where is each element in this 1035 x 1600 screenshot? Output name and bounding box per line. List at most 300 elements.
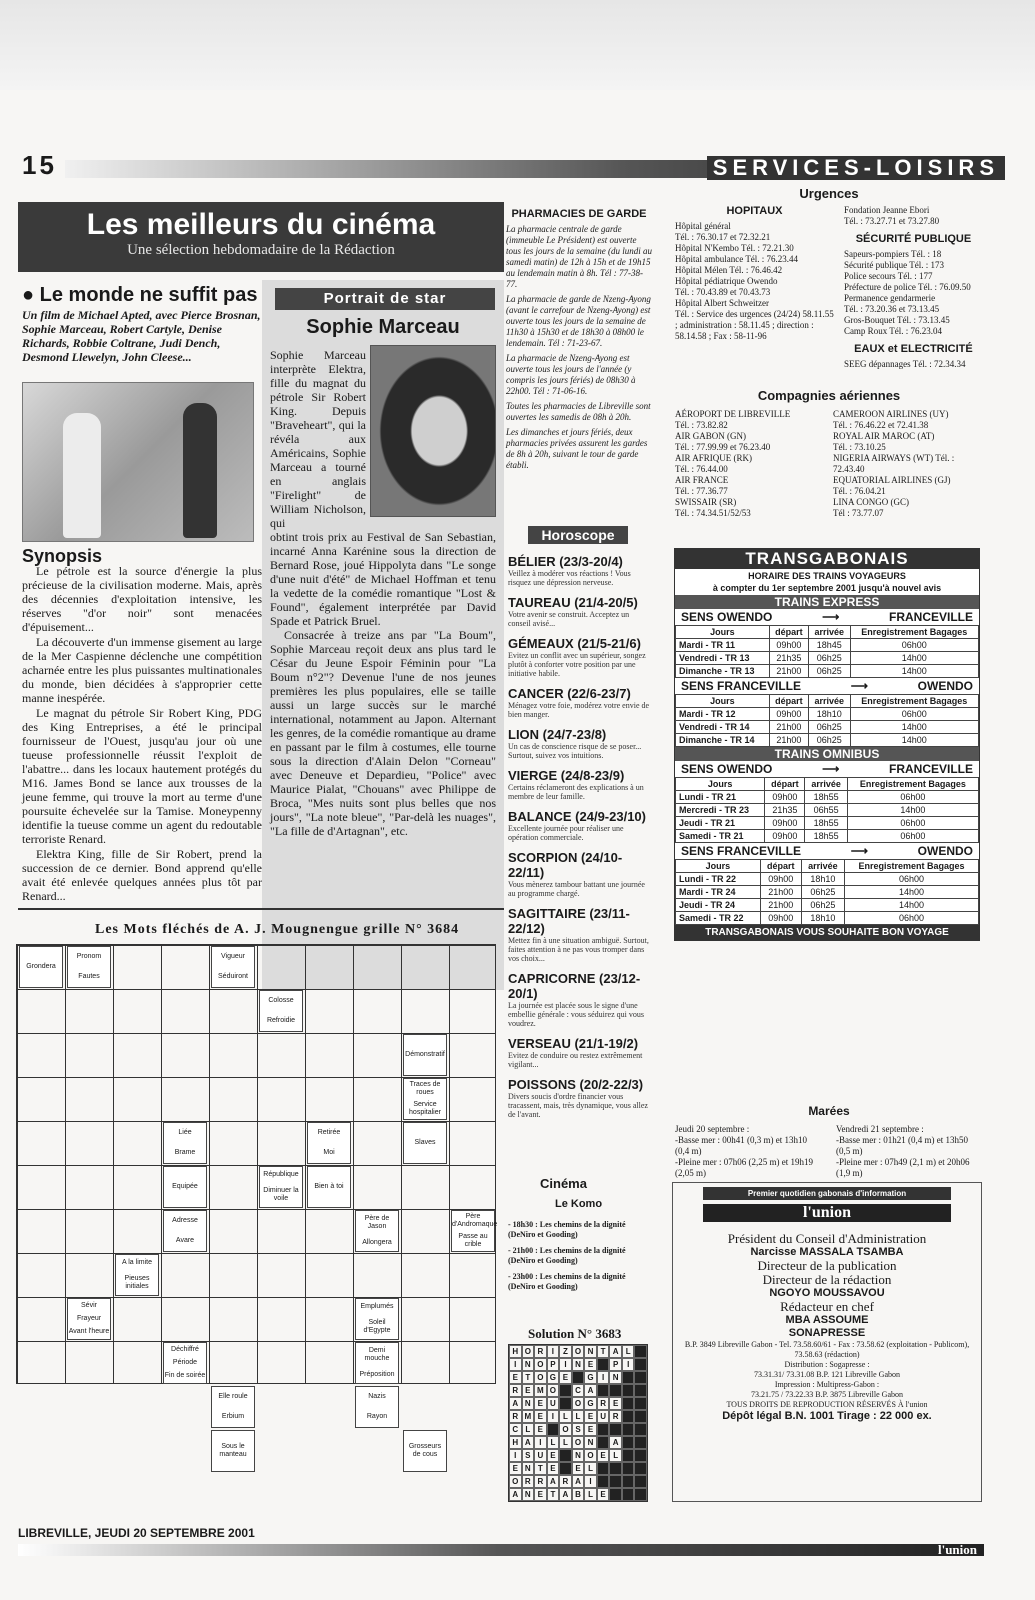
airline-line: NIGERIA AIRWAYS (WT) Tél. : 72.43.40 bbox=[833, 453, 955, 474]
horoscope-sign: VIERGE (24/8-23/9) bbox=[508, 768, 625, 783]
airline-line: AIR GABON (GN) bbox=[675, 431, 746, 441]
clue-text: Démonstratif bbox=[405, 1051, 445, 1058]
masthead-line: 73.31.31/ 73.31.08 B.P. 121 Libreville Gabon bbox=[754, 1370, 900, 1379]
masthead-line: Rédacteur en chef bbox=[780, 1299, 874, 1314]
omnibus-heading: TRAINS OMNIBUS bbox=[675, 747, 979, 761]
solution-cell: O bbox=[509, 1475, 522, 1488]
pharmacy-item: La pharmacie centrale de garde (immeuble Le Président) est ouverte tous les jours de la semaine (du lundi au samedi matin) de 12h à 15h et de 19h15 au lendemain matin à 8h. Tél : 77-38-77. bbox=[506, 224, 652, 289]
timetable-row bbox=[676, 830, 979, 843]
timetable-row bbox=[676, 817, 979, 830]
timetable-cell: 06h25 bbox=[801, 886, 844, 899]
timetable-cell: 18h10 bbox=[801, 912, 844, 925]
timetable-row bbox=[676, 652, 979, 665]
solution-cell bbox=[634, 1436, 647, 1449]
cinema-subtitle: Une sélection hebdomadaire de la Rédaction bbox=[127, 242, 395, 258]
urgences-section bbox=[675, 186, 983, 370]
masthead-line: SONAPRESSE bbox=[788, 1327, 866, 1339]
crossword-clue-cell bbox=[163, 1342, 207, 1384]
timetable-cell: 06h00 bbox=[847, 791, 978, 804]
timetable-cell: 18h10 bbox=[809, 708, 851, 721]
airline-line: AIR AFRIQUE (RK) bbox=[675, 453, 753, 463]
clue-text: Fautes bbox=[78, 973, 100, 980]
solution-cell: Z bbox=[559, 1345, 572, 1358]
timetable-cell: 06h25 bbox=[801, 899, 844, 912]
masthead-line: TOUS DROITS DE REPRODUCTION RÉSERVÉS À l'union bbox=[726, 1400, 928, 1409]
crossword-clue-cell bbox=[355, 1298, 399, 1340]
clue-text: Soleil d'Egypte bbox=[363, 1319, 391, 1334]
timetable-header: départ bbox=[769, 695, 808, 708]
timetable-row bbox=[676, 899, 979, 912]
hopital-line: Tél. : 76.30.17 et 72.32.21 bbox=[675, 232, 771, 242]
clue-text: Refroidie bbox=[266, 1017, 295, 1024]
timetable-cell: 18h55 bbox=[805, 830, 847, 843]
solution-cell bbox=[597, 1462, 610, 1475]
solution-cell: O bbox=[572, 1397, 585, 1410]
crossword-clue-cell bbox=[67, 1298, 111, 1340]
crossword-clue-cell bbox=[403, 1034, 447, 1076]
solution-cell: E bbox=[559, 1371, 572, 1384]
maree-line: -Pleine mer : 07h06 (2,25 m) et 19h19 (2,05 m) bbox=[675, 1157, 813, 1178]
clue-text: Séduiront bbox=[218, 973, 248, 980]
timetable-cell: 06h25 bbox=[809, 652, 851, 665]
solution-cell: C bbox=[572, 1384, 585, 1397]
solution-cell: N bbox=[572, 1358, 585, 1371]
crossword-clue-cell bbox=[259, 1166, 303, 1208]
film-title: ● Le monde ne suffit pas bbox=[22, 284, 258, 306]
hopitaux-heading: HOPITAUX bbox=[726, 205, 783, 217]
clue-text: A la limite bbox=[122, 1259, 152, 1266]
securite-line: Sapeurs-pompiers Tél. : 18 bbox=[843, 249, 942, 259]
timetable-cell: 18h55 bbox=[805, 791, 847, 804]
timetable-row bbox=[676, 804, 979, 817]
clue-text: Période bbox=[172, 1358, 198, 1366]
urgences-heading: Urgences bbox=[799, 186, 859, 201]
clue-text: Bien à toi bbox=[314, 1183, 344, 1190]
solution-cell: I bbox=[622, 1358, 635, 1371]
airline-line: SWISSAIR (SR) bbox=[675, 497, 737, 507]
solution-cell bbox=[559, 1462, 572, 1475]
timetable-cell: 21h35 bbox=[769, 652, 808, 665]
solution-cell bbox=[634, 1345, 647, 1358]
horoscope-text: Un cas de conscience risque de se poser... Surtout, suivez vos intuitions. bbox=[508, 742, 642, 760]
airline-line: AÉROPORT DE LIBREVILLE bbox=[675, 409, 791, 419]
solution-cell bbox=[634, 1462, 647, 1475]
solution-cell: N bbox=[522, 1462, 535, 1475]
crossword-grid[interactable] bbox=[16, 944, 498, 1458]
timetable-cell: 06h00 bbox=[847, 817, 978, 830]
marees-section bbox=[675, 1104, 983, 1179]
securite-line: Sécurité publique Tél. : 173 bbox=[843, 260, 945, 270]
solution-cell: N bbox=[609, 1371, 622, 1384]
clue-text: Vigueur bbox=[220, 953, 245, 960]
solution-cell bbox=[609, 1488, 622, 1501]
horoscope-list bbox=[508, 546, 650, 1119]
solution-cell bbox=[622, 1423, 635, 1436]
solution-cell: O bbox=[534, 1371, 547, 1384]
timetable-cell: 06h00 bbox=[844, 912, 978, 925]
horoscope-text: Votre avenir se construit. Acceptez un conseil avisé... bbox=[508, 610, 630, 628]
timetable-cell: 14h00 bbox=[850, 652, 979, 665]
cinema-listing-heading: Cinéma bbox=[540, 1176, 587, 1191]
solution-cell bbox=[609, 1475, 622, 1488]
solution-cell: E bbox=[534, 1423, 547, 1436]
pharmacy-item: La pharmacie de Nzeng-Ayong est ouverte tous les jours de l'année (y compris les jours fériés) de 08h30 à 22h00. Tél : 71-06-16. bbox=[506, 353, 636, 396]
timetable-row bbox=[676, 665, 979, 678]
timetable-header: Enregistrement Bagages bbox=[844, 860, 978, 873]
clue-text: Equipée bbox=[172, 1183, 198, 1190]
timetable-header: départ bbox=[769, 626, 808, 639]
airline-line: Tél. : 73.10.25 bbox=[833, 442, 886, 452]
crossword-clue-cell bbox=[307, 1166, 351, 1208]
solution-cell: A bbox=[584, 1384, 597, 1397]
solution-cell: E bbox=[547, 1449, 560, 1462]
solution-cell: M bbox=[522, 1410, 535, 1423]
timetable-cell: Mardi - TR 24 bbox=[676, 886, 761, 899]
solution-cell: R bbox=[534, 1475, 547, 1488]
horoscope-sign: CANCER (22/6-23/7) bbox=[508, 686, 631, 701]
airline-line: Tél. : 76.46.22 et 72.41.38 bbox=[833, 420, 929, 430]
timetable-cell: 09h00 bbox=[769, 708, 808, 721]
solution-cell bbox=[597, 1384, 610, 1397]
timetable-cell: Dimanche - TR 14 bbox=[676, 734, 770, 747]
securite-line: Gros-Bouquet Tél. : 73.13.45 bbox=[843, 315, 950, 325]
hopital-line: Hôpital Mélen Tél. : 76.46.42 bbox=[675, 265, 783, 275]
cinema-header bbox=[18, 202, 504, 272]
horoscope-sign: POISSONS (20/2-22/3) bbox=[508, 1077, 644, 1092]
timetable-cell: 06h00 bbox=[844, 873, 978, 886]
solution-grid bbox=[508, 1344, 648, 1502]
airline-line: Tél. : 76.04.21 bbox=[833, 486, 886, 496]
horoscope-text: Certains réclameront des explications à un membre de leur famille. bbox=[508, 783, 644, 801]
express-out-table bbox=[675, 625, 979, 678]
timetable-cell: 21h00 bbox=[769, 665, 808, 678]
solution-heading: Solution N° 3683 bbox=[528, 1326, 622, 1341]
horoscope-sign: LION (24/7-23/8) bbox=[508, 727, 607, 742]
timetable-row bbox=[676, 639, 979, 652]
maree-line: Jeudi 20 septembre : bbox=[675, 1124, 750, 1134]
timetable-row bbox=[676, 708, 979, 721]
pharmacy-item: Toutes les pharmacies de Libreville sont ouvertes les samedis de 08h à 20h. bbox=[506, 401, 651, 422]
solution-cell: L bbox=[522, 1423, 535, 1436]
solution-cell bbox=[609, 1384, 622, 1397]
airlines-heading: Compagnies aériennes bbox=[757, 388, 901, 403]
timetable-cell: 18h45 bbox=[809, 639, 851, 652]
horoscope-sign: GÉMEAUX (21/5-21/6) bbox=[508, 636, 641, 651]
timetable-cell: 21h35 bbox=[765, 804, 805, 817]
masthead-line: Directeur de la rédaction bbox=[762, 1272, 892, 1287]
crossword-clue-cell bbox=[355, 1386, 399, 1428]
solution-cell bbox=[622, 1410, 635, 1423]
solution-cell: T bbox=[597, 1345, 610, 1358]
horoscope-text: Mettez fin à une situation ambiguë. Surtout, faites attention à ne pas vous tromper dans vos choix... bbox=[508, 936, 649, 963]
solution-cell bbox=[597, 1358, 610, 1371]
timetable-cell: 06h00 bbox=[847, 830, 978, 843]
crossword-clue-cell bbox=[403, 1078, 447, 1120]
union-logo: l'union bbox=[703, 1204, 951, 1222]
clue-text: Pieuses initiales bbox=[124, 1275, 150, 1290]
hopital-line: Hôpital Albert Schweitzer bbox=[675, 298, 769, 308]
airline-line: Tél. : 74.34.51/52/53 bbox=[675, 508, 751, 518]
section-title: SERVICES-LOISIRS bbox=[707, 156, 1005, 180]
solution-cell bbox=[559, 1449, 572, 1462]
solution-cell: E bbox=[597, 1488, 610, 1501]
hopital-line: Tél. : Service des urgences (24/24) 58.11.55 ; administration : 58.11.45 ; direction : 58.14.58 ; Fax : 58-11-96 bbox=[675, 309, 834, 341]
horoscope-text: Excellente journée pour réaliser une opération commerciale. bbox=[508, 824, 624, 842]
solution-cell bbox=[634, 1449, 647, 1462]
solution-cell: I bbox=[534, 1436, 547, 1449]
timetable-cell: Samedi - TR 22 bbox=[676, 912, 761, 925]
solution-cell: I bbox=[509, 1449, 522, 1462]
timetable-cell: Lundi - TR 21 bbox=[676, 791, 765, 804]
solution-cell: G bbox=[584, 1371, 597, 1384]
clue-text: Traces de roues bbox=[409, 1081, 441, 1096]
crossword-clue-cell bbox=[355, 1210, 399, 1252]
airline-line: EQUATORIAL AIRLINES (GJ) bbox=[833, 475, 951, 485]
solution-cell: L bbox=[609, 1449, 622, 1462]
airline-line: Tél. : 73.82.82 bbox=[675, 420, 728, 430]
timetable-header: départ bbox=[760, 860, 801, 873]
solution-cell: L bbox=[584, 1462, 597, 1475]
solution-cell: O bbox=[522, 1345, 535, 1358]
synopsis-text: Le pétrole est la source d'énergie la plus précieuse de la civilisation moderne. Mais, après des décennies d'exploitation intensive, les réserves "d'or noir" sont menacées d'épuisement... La découverte d'un immense gisement au large de la Mer Caspienne déclenche une compétition acharnée entre les plus puissantes multinationales du monde, bien décidées à s'approprier cette manne inespérée. Le magnat du pétrole Sir Robert King, PDG des King Entreprises, a été le principal fournisseur de l'Ouest, jusqu'au jour où une tueuse professionnelle réussit l'exploit de l'abattre... dans les locaux hautement protégés du M16. James Bond se lance aux trousses de la jeune femme, qui trouve la mort au terme d'une poursuite échevelée sur la Tamise. Moneypenny identifie la tueuse comme un agent du redoutable terroriste Renard. Elektra King, fille de Sir Robert, prend la succession de ce dernier. Bond apprend qu'elle avait été enlevée quelques années plus tôt par Renard... bbox=[22, 564, 262, 903]
maree-line: -Basse mer : 01h21 (0,4 m) et 13h50 (0,5 m) bbox=[836, 1135, 968, 1156]
solution-cell: G bbox=[584, 1397, 597, 1410]
solution-cell: N bbox=[522, 1488, 535, 1501]
masthead-line: MBA ASSOUME bbox=[785, 1314, 869, 1326]
masthead-line: Distribution : Sogapresse : bbox=[784, 1360, 870, 1369]
airline-line: ROYAL AIR MAROC (AT) bbox=[833, 431, 935, 441]
timetable-header: arrivée bbox=[809, 626, 851, 639]
solution-cell: I bbox=[584, 1475, 597, 1488]
horoscope-sign: VERSEAU (21/1-19/2) bbox=[508, 1036, 639, 1051]
pharmacies-heading: PHARMACIES DE GARDE bbox=[511, 208, 647, 220]
timetable-cell: 21h00 bbox=[769, 734, 808, 747]
solution-cell: A bbox=[522, 1436, 535, 1449]
solution-cell: E bbox=[547, 1462, 560, 1475]
trains-title: TRANSGABONAIS bbox=[675, 549, 979, 569]
hopital-line: Hôpital général bbox=[675, 221, 731, 231]
securite-line: Police secours Tél. : 177 bbox=[843, 271, 933, 281]
securite-line: Camp Roux Tél. : 76.23.04 bbox=[843, 326, 943, 336]
timetable-cell: Vendredi - TR 13 bbox=[676, 652, 770, 665]
pharmacy-item: La pharmacie de garde de Nzeng-Ayong (avant le carrefour de Nzeng-Ayong) est ouverte tous les jours de la semaine de 11h30 à 15h30 et de 18h30 à 08h00 le lendemain. Tél : 71-23-67. bbox=[506, 294, 651, 348]
crossword-clue-cell bbox=[163, 1166, 207, 1208]
solution-cell bbox=[622, 1449, 635, 1462]
timetable-cell: 09h00 bbox=[760, 912, 801, 925]
footer-logo: l'union bbox=[937, 1542, 977, 1557]
clue-text: Fin de soirée bbox=[164, 1372, 206, 1380]
solution-cell bbox=[622, 1462, 635, 1475]
horoscope-text: Ménagez votre foie, modérez votre envie de bien manger. bbox=[508, 701, 650, 719]
footer-rule bbox=[18, 1544, 984, 1556]
securite-heading: SÉCURITÉ PUBLIQUE bbox=[855, 233, 972, 245]
solution-cell: U bbox=[547, 1397, 560, 1410]
cinema-title: Les meilleurs du cinéma bbox=[86, 208, 436, 241]
timetable-cell: 14h00 bbox=[850, 665, 979, 678]
clue-text: Brame bbox=[174, 1149, 196, 1156]
crossword-clue-cell bbox=[163, 1210, 207, 1252]
hopital-line: Tél. : 70.43.89 et 70.43.73 bbox=[675, 287, 771, 297]
horoscope-text: Veillez à modérer vos réactions ! Vous risquez une dépression nerveuse. bbox=[508, 569, 631, 587]
solution-cell: S bbox=[522, 1449, 535, 1462]
masthead-line: Dépôt légal B.N. 1001 Tirage : 22 000 ex. bbox=[722, 1410, 932, 1422]
solution-cell: E bbox=[534, 1397, 547, 1410]
crossword-title: Les Mots fléchés de A. J. Mougnengue grille N° 3684 bbox=[95, 922, 460, 937]
solution-cell: E bbox=[509, 1371, 522, 1384]
timetable-cell: 14h00 bbox=[850, 721, 979, 734]
clue-text: Avare bbox=[175, 1237, 195, 1244]
solution-cell: E bbox=[534, 1410, 547, 1423]
solution-cell bbox=[597, 1423, 610, 1436]
timetable-row bbox=[676, 873, 979, 886]
horoscope-sign: SCORPION (24/10-22/11) bbox=[508, 850, 623, 880]
solution-cell: N bbox=[584, 1345, 597, 1358]
solution-cell: O bbox=[572, 1345, 585, 1358]
solution-cell: O bbox=[572, 1436, 585, 1449]
solution-cell bbox=[634, 1488, 647, 1501]
maree-line: -Pleine mer : 07h49 (2,1 m) et 20h06 (1,9 m) bbox=[836, 1157, 970, 1178]
timetable-cell: 18h55 bbox=[805, 817, 847, 830]
solution-cell: N bbox=[584, 1436, 597, 1449]
timetable-cell: Dimanche - TR 13 bbox=[676, 665, 770, 678]
solution-cell: U bbox=[597, 1410, 610, 1423]
solution-cell: R bbox=[509, 1384, 522, 1397]
pharmacies-section bbox=[506, 208, 652, 475]
solution-cell: A bbox=[509, 1488, 522, 1501]
timetable-cell: Mardi - TR 11 bbox=[676, 639, 770, 652]
solution-cell: U bbox=[534, 1449, 547, 1462]
timetable-cell: 06h55 bbox=[805, 804, 847, 817]
clue-text: Grondera bbox=[26, 963, 56, 970]
horoscope-text: Evitez un conflit avec un supérieur, songez plutôt à conforter votre position par une initiative habile. bbox=[508, 651, 646, 678]
solution-cell bbox=[634, 1358, 647, 1371]
seeg-line: SEEG dépannages Tél. : 72.34.34 bbox=[843, 359, 966, 369]
solution-cell: T bbox=[522, 1371, 535, 1384]
crossword-clue-cell bbox=[403, 1430, 447, 1472]
crossword-clue-cell bbox=[211, 1430, 255, 1472]
airline-line: CAMEROON AIRLINES (UY) bbox=[833, 409, 949, 419]
solution-cell: E bbox=[522, 1384, 535, 1397]
solution-cell: A bbox=[547, 1475, 560, 1488]
clue-text: Sévir bbox=[81, 1301, 97, 1309]
crossword-clue-cell bbox=[307, 1122, 351, 1164]
crossword-clue-cell bbox=[67, 946, 111, 988]
timetable-header: Enregistrement Bagages bbox=[850, 626, 979, 639]
clue-text: Colosse bbox=[268, 997, 294, 1004]
timetable-cell: 09h00 bbox=[765, 791, 805, 804]
solution-cell bbox=[634, 1397, 647, 1410]
horoscope-sign: BÉLIER (23/3-20/4) bbox=[508, 554, 623, 569]
timetable-cell: 06h00 bbox=[850, 708, 979, 721]
solution-cell bbox=[622, 1488, 635, 1501]
hopital-line: Hôpital pédiatrique Owendo bbox=[675, 276, 778, 286]
masthead-line: B.P. 3849 Libreville Gabon - Tel. 73.58.60/61 - Fax : 73.58.62 (exploitation - Publicom), 73.58.63 (rédaction) bbox=[684, 1340, 970, 1359]
timetable-cell: Jeudi - TR 21 bbox=[676, 817, 765, 830]
solution-cell bbox=[559, 1384, 572, 1397]
horoscope-text: La journée est placée sous le signe d'une embellie générale : vous séduirez qui vous voudrez. bbox=[508, 1001, 644, 1028]
timetable-header: Jours bbox=[676, 778, 765, 791]
clue-text: Slaves bbox=[414, 1139, 436, 1146]
timetable-cell: 06h25 bbox=[809, 665, 851, 678]
timetable-cell: Mercredi - TR 23 bbox=[676, 804, 765, 817]
airline-line: AIR FRANCE bbox=[675, 475, 729, 485]
clue-text: Emplumés bbox=[360, 1303, 394, 1310]
masthead-line: Directeur de la publication bbox=[757, 1258, 897, 1273]
film-still-photo bbox=[22, 382, 254, 542]
timetable-header: Jours bbox=[676, 860, 761, 873]
clue-text: Père de Jason bbox=[364, 1215, 390, 1230]
cinema-showings: - 18h30 : Les chemins de la dignité (DeNiro et Gooding) - 21h00 : Les chemins de la dignité (DeNiro et Gooding) - 23h00 : Les chemins de la dignité (DeNiro et Gooding) bbox=[508, 1220, 626, 1291]
clue-text: Père d'Andromaque bbox=[452, 1213, 498, 1228]
airline-line: LINA CONGO (GC) bbox=[833, 497, 909, 507]
solution-cell: I bbox=[547, 1410, 560, 1423]
solution-cell bbox=[622, 1397, 635, 1410]
solution-cell: N bbox=[522, 1397, 535, 1410]
timetable-cell: Vendredi - TR 14 bbox=[676, 721, 770, 734]
union-tagline: Premier quotidien gabonais d'information bbox=[703, 1187, 951, 1200]
solution-cell: I bbox=[509, 1358, 522, 1371]
timetable-header: arrivée bbox=[801, 860, 844, 873]
masthead-line: 73.21.75 / 73.22.33 B.P. 3875 Libreville Gabon bbox=[751, 1390, 903, 1399]
solution-cell: I bbox=[597, 1371, 610, 1384]
clue-text: Grosseurs de cous bbox=[408, 1443, 442, 1458]
pharmacy-item: Les dimanches et jours fériés, deux pharmacies privées assurent les gardes de 8h à 20h, suivant le tour de garde établi. bbox=[506, 427, 648, 470]
solution-cell: N bbox=[572, 1449, 585, 1462]
fondation-line: Fondation Jeanne Ebori bbox=[843, 205, 930, 215]
solution-cell: O bbox=[534, 1358, 547, 1371]
clue-text: Service hospitalier bbox=[409, 1101, 441, 1116]
timetable-header: arrivée bbox=[805, 778, 847, 791]
solution-cell: L bbox=[559, 1436, 572, 1449]
solution-cell: E bbox=[534, 1488, 547, 1501]
solution-cell bbox=[622, 1371, 635, 1384]
solution-cell: I bbox=[547, 1345, 560, 1358]
horoscope-sign: TAUREAU (21/4-20/5) bbox=[508, 595, 638, 610]
timetable-cell: Samedi - TR 21 bbox=[676, 830, 765, 843]
solution-cell: E bbox=[584, 1410, 597, 1423]
masthead-line: Président du Conseil d'Administration bbox=[727, 1231, 927, 1246]
clue-text: Diminuer la voile bbox=[263, 1187, 299, 1202]
timetable-cell: 09h00 bbox=[760, 873, 801, 886]
solution-cell bbox=[634, 1384, 647, 1397]
timetable-cell: 14h00 bbox=[847, 804, 978, 817]
crossword-clue-cell bbox=[211, 1386, 255, 1428]
timetable-cell: 21h00 bbox=[760, 899, 801, 912]
solution-cell bbox=[547, 1423, 560, 1436]
timetable-cell: 14h00 bbox=[844, 899, 978, 912]
clue-text: Allongera bbox=[362, 1239, 392, 1246]
clue-text: Passe au crible bbox=[458, 1233, 488, 1248]
express-heading: TRAINS EXPRESS bbox=[675, 595, 979, 609]
airline-line: Tél : 73.77.07 bbox=[833, 508, 884, 518]
horoscope-text: Divers soucis d'ordre financier vous tracassent, mais, très dynamique, vous allez de l'avant. bbox=[508, 1092, 648, 1119]
securite-line: Permanence gendarmerie bbox=[843, 293, 936, 303]
timetable-cell: 09h00 bbox=[765, 830, 805, 843]
solution-cell bbox=[609, 1462, 622, 1475]
clue-text: Rayon bbox=[366, 1413, 388, 1420]
solution-cell: L bbox=[572, 1410, 585, 1423]
solution-cell: O bbox=[559, 1423, 572, 1436]
clue-text: Demi mouche bbox=[364, 1347, 390, 1362]
timetable-header: Jours bbox=[676, 695, 770, 708]
maree-line: -Basse mer : 00h41 (0,3 m) et 13h10 (0,4 m) bbox=[675, 1135, 807, 1156]
trains-footer: TRANSGABONAIS VOUS SOUHAITE BON VOYAGE bbox=[675, 925, 979, 940]
solution-cell: E bbox=[509, 1462, 522, 1475]
securite-line: Préfecture de police Tél. : 76.09.50 bbox=[843, 282, 971, 292]
solution-cell: A bbox=[609, 1436, 622, 1449]
newspaper-page bbox=[0, 90, 1035, 1600]
timetable-row bbox=[676, 791, 979, 804]
